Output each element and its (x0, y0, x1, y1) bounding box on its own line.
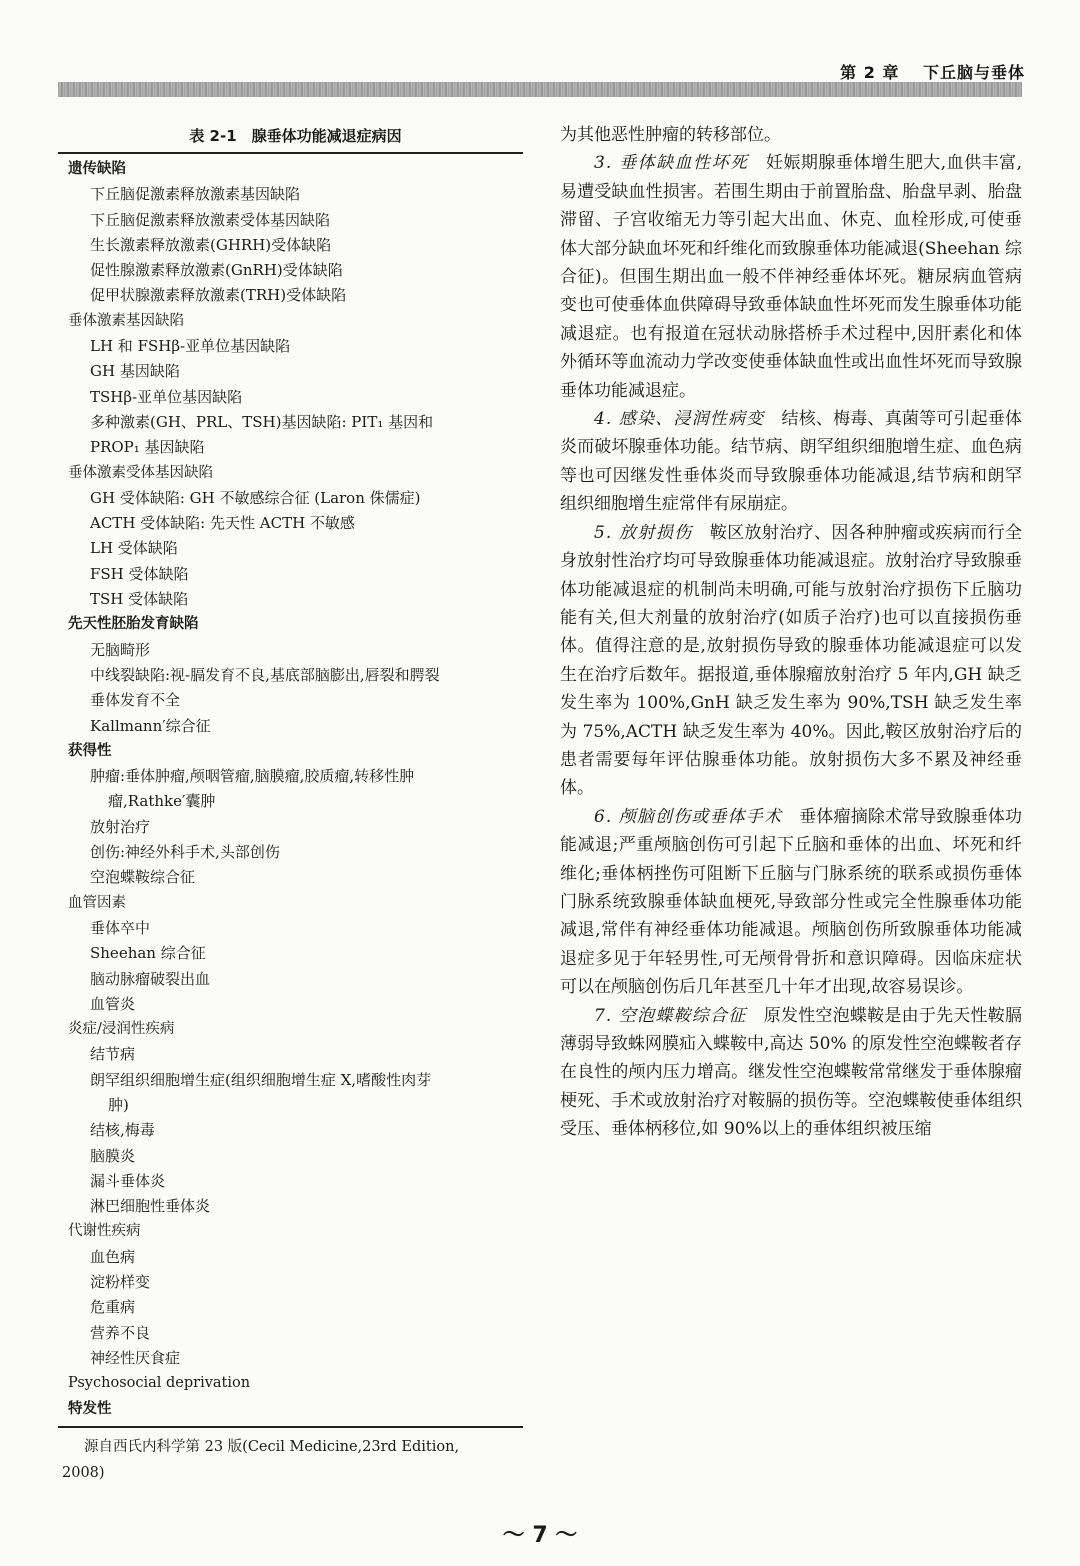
table-row: 淋巴细胞性垂体炎 (90, 1197, 211, 1216)
table-row: TSH 受体缺陷 (90, 590, 189, 609)
table-row: 瘤,Rathke′囊肿 (108, 792, 216, 811)
table-row: 肿瘤:垂体肿瘤,颅咽管瘤,脑膜瘤,胶质瘤,转移性肿 (90, 767, 415, 786)
table-category: 垂体激素受体基因缺陷 (68, 464, 213, 481)
table-row: Kallmann′综合征 (90, 716, 211, 735)
etiology-table (58, 154, 523, 1426)
table-row: 创伤:神经外科手术,头部创伤 (90, 843, 280, 862)
table-row: 危重病 (90, 1298, 136, 1317)
table-row: 垂体卒中 (90, 918, 151, 937)
table-row: 多种激素(GH、PRL、TSH)基因缺陷: PIT₁ 基因和 (90, 412, 434, 431)
table-row: 无脑畸形 (90, 640, 151, 659)
chapter-number: 第 2 章 (840, 63, 900, 82)
table-category: 血管因素 (68, 894, 126, 911)
table-row: 生长激素释放激素(GHRH)受体缺陷 (90, 235, 332, 254)
table-row: 促性腺激素释放激素(GnRH)受体缺陷 (90, 261, 343, 280)
section-5-title: 5. 放射损伤 (594, 522, 693, 543)
table-row: 朗罕组织细胞增生症(组织细胞增生症 X,嗜酸性肉芽 (90, 1070, 432, 1089)
table-row: 下丘脑促激素释放激素基因缺陷 (90, 185, 301, 204)
section-6 (560, 803, 1022, 1002)
table-row: 空泡蝶鞍综合征 (90, 868, 196, 887)
source-line-1: 源自西氏内科学第 23 版(Cecil Medicine,23rd Edition, (84, 1438, 460, 1455)
section-3-text: 妊娠期腺垂体增生肥大,血供丰富,易遭受缺血性损害。若围生期由于前置胎盘、胎盘早剥、胎盘滞留、子宫收缩无力等引起大出血、休克、血栓形成,可使垂体大部分缺血坏死和纤维化而致腺垂体功能减退(Sheehan 综合征)。但围生期出血一般不伴神经垂体坏死。糖尿病血管病变也可使垂体血供障碍导致垂体缺血性坏死而发生腺垂体功能减退症。也有报道在冠状动脉搭桥手术过程中,因肝素化和体外循环等血流动力学改变使垂体缺血性或出血性坏死而导致腺垂体功能减退症。 (560, 153, 1023, 401)
table-row: TSHβ-亚单位基因缺陷 (90, 387, 243, 406)
table-row: 结核,梅毒 (90, 1121, 155, 1140)
source-line-2: 2008) (62, 1464, 105, 1481)
table-row: 营养不良 (90, 1323, 151, 1342)
table-caption: 表 2-1 腺垂体功能减退症病因 (189, 127, 402, 145)
table-row: ACTH 受体缺陷: 先天性 ACTH 不敏感 (90, 514, 355, 533)
table-source-note (58, 1434, 523, 1486)
table-category: 垂体激素基因缺陷 (68, 312, 184, 329)
table-row: 漏斗垂体炎 (90, 1171, 166, 1190)
table-row: 肿) (108, 1095, 129, 1114)
table-row: 脑膜炎 (90, 1146, 136, 1165)
table-row: 血色病 (90, 1247, 136, 1266)
table-row: PROP₁ 基因缺陷 (90, 438, 205, 457)
section-4-text: 结核、梅毒、真菌等可引起垂体炎而破坏腺垂体功能。结节病、朗罕组织细胞增生症、血色病等也可因继发性垂体炎而导致腺垂体功能减退,结节病和朗罕组织细胞增生症常伴有尿崩症。 (560, 409, 1023, 515)
table-row: 脑动脉瘤破裂出血 (90, 969, 211, 988)
table-row: 促甲状腺激素释放激素(TRH)受体缺陷 (90, 286, 347, 305)
table-row: FSH 受体缺陷 (90, 564, 189, 583)
table-row: 血管炎 (90, 994, 136, 1013)
section-6-text: 垂体瘤摘除术常导致腺垂体功能减退;严重颅脑创伤可引起下丘脑和垂体的出血、坏死和纤维化;垂体柄挫伤可阻断下丘脑与门脉系统的联系或损伤垂体门脉系统致腺垂体缺血梗死,导致部分性或完全性腺垂体功能减退,常伴有神经垂体功能减退。颅脑创伤所致腺垂体功能减退症多见于年轻男性,可无颅骨骨折和意识障碍。因临床症状可以在颅脑创伤后几年甚至几十年才出现,故容易误诊。 (560, 806, 1023, 998)
section-3-title: 3. 垂体缺血性坏死 (594, 153, 749, 174)
body-column (560, 121, 1022, 1144)
table-bottom-rule (58, 1426, 523, 1428)
table-row: LH 受体缺陷 (90, 539, 178, 558)
table-category: 炎症/浸润性疾病 (68, 1021, 175, 1038)
table-row: 神经性厌食症 (90, 1348, 181, 1367)
table-column (58, 124, 523, 1486)
table-row: 垂体发育不全 (90, 691, 181, 710)
table-category: 特发性 (68, 1400, 112, 1417)
section-3 (560, 149, 1022, 405)
paragraph-continuation: 为其他恶性肿瘤的转移部位。 (560, 125, 781, 145)
table-row: GH 受体缺陷: GH 不敏感综合征 (Laron 侏儒症) (90, 488, 421, 507)
table-row: GH 基因缺陷 (90, 362, 180, 381)
page-number: ～ 7 ～ (502, 1523, 578, 1548)
table-category: 遗传缺陷 (68, 161, 126, 177)
section-4-title: 4. 感染、浸润性病变 (594, 409, 765, 430)
section-7-text: 原发性空泡蝶鞍是由于先天性鞍膈薄弱导致蛛网膜疝入蝶鞍中,高达 50% 的原发性空泡蝶鞍者存在良性的颅内压力增高。继发性空泡蝶鞍常常继发于垂体腺瘤梗死、手术或放射治疗对鞍膈的损伤等。空泡蝶鞍使垂体组织受压、垂体柄移位,如 90%以上的垂体组织被压缩 (560, 1005, 1023, 1140)
table-row: 结节病 (90, 1045, 136, 1064)
table-row: 下丘脑促激素释放激素受体基因缺陷 (90, 210, 331, 229)
table-category: 先天性胚胎发育缺陷 (68, 616, 199, 633)
table-row: 放射治疗 (90, 817, 151, 836)
table-category: 获得性 (68, 742, 112, 759)
section-4 (560, 405, 1022, 519)
section-7 (560, 1002, 1022, 1144)
table-row: LH 和 FSHβ-亚单位基因缺陷 (90, 337, 291, 356)
table-category: 代谢性疾病 (68, 1223, 141, 1240)
table-row: 中线裂缺陷:视-膈发育不良,基底部脑膨出,唇裂和腭裂 (90, 665, 440, 684)
section-5-text: 鞍区放射治疗、因各种肿瘤或疾病而行全身放射性治疗均可导致腺垂体功能减退症。放射治疗导致腺垂体功能减退症的机制尚未明确,可能与放射治疗损伤下丘脑功能有关,但大剂量的放射治疗(如质子治疗)也可以直接损伤垂体。值得注意的是,放射损伤导致的腺垂体功能减退症可以发生在治疗后数年。据报道,垂体腺瘤放射治疗 5 年内,GH 缺乏发生率为 100%,GnH 缺乏发生率为 90%,TSH 缺乏发生率为 75%,ACTH 缺乏发生率为 40%。因此,鞍区放射治疗后的患者需要每年评估腺垂体功能。放射损伤大多不累及神经垂体。 (560, 522, 1023, 799)
chapter-title: 下丘脑与垂体 (922, 63, 1025, 82)
section-7-title: 7. 空泡蝶鞍综合征 (594, 1005, 747, 1026)
section-6-title: 6. 颅脑创伤或垂体手术 (594, 806, 783, 827)
header-band (58, 82, 1022, 97)
table-category: Psychosocial deprivation (68, 1375, 251, 1392)
table-row: 淀粉样变 (90, 1273, 151, 1292)
table-row: Sheehan 综合征 (90, 944, 206, 963)
section-5 (560, 519, 1022, 803)
chapter-header (840, 60, 1025, 83)
